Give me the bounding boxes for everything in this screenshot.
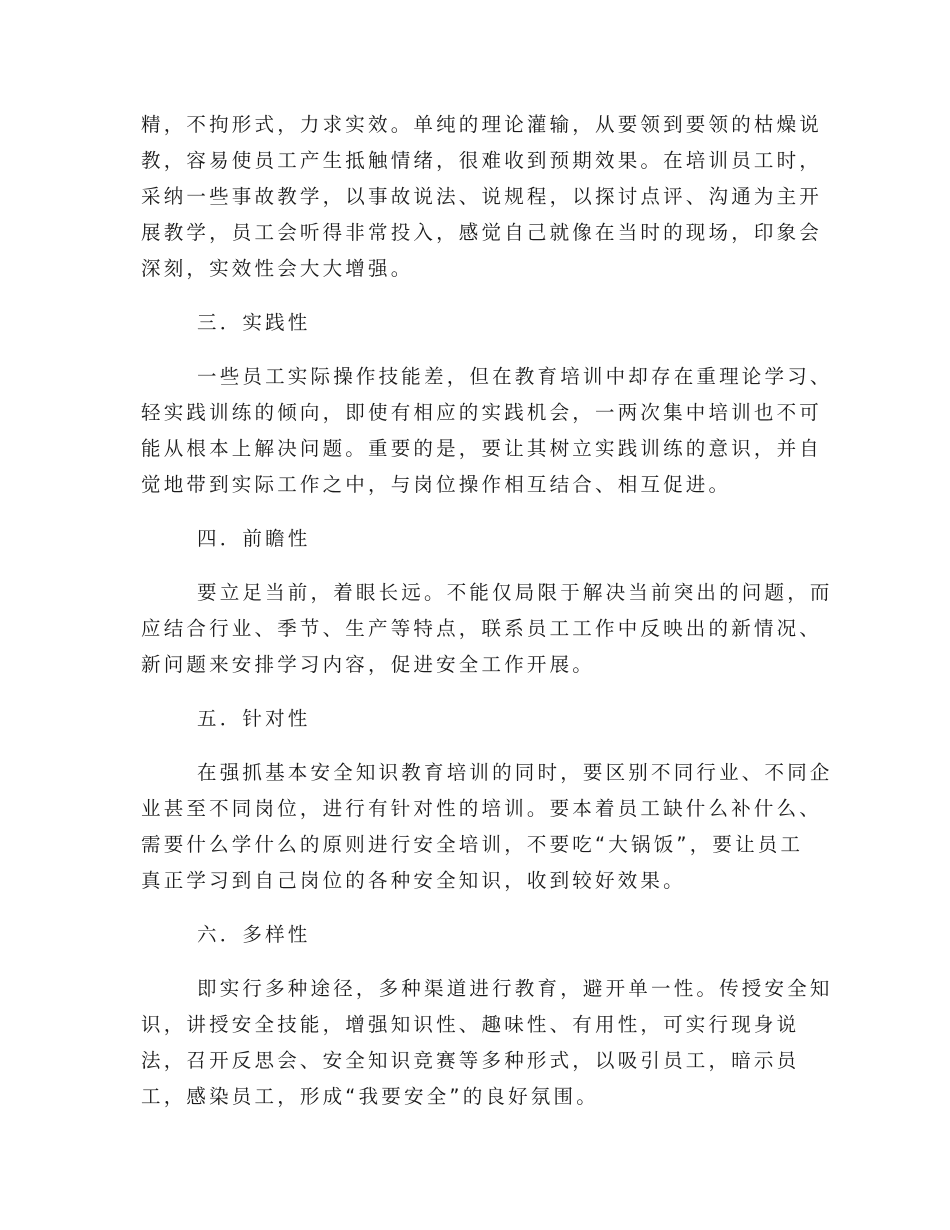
text-line: 工，感染员工，形成“我要安全”的良好氛围。: [141, 1085, 599, 1108]
section-heading-foresight: 四．前瞻性: [197, 527, 311, 550]
text-line: 要立足当前，着眼长远。不能仅局限于解决当前突出的问题，而: [197, 581, 833, 604]
paragraph-diversity: [141, 971, 833, 1115]
text-line: 能从根本上解决问题。重要的是，要让其树立实践训练的意识，并自: [141, 437, 823, 460]
text-line: 真正学习到自己岗位的各种安全知识，收到较好效果。: [141, 869, 686, 892]
text-line: 应结合行业、季节、生产等特点，联系员工工作中反映出的新情况、: [141, 617, 823, 640]
text-line: 轻实践训练的倾向，即使有相应的实践机会，一两次集中培训也不可: [141, 401, 823, 424]
text-line: 采纳一些事故教学，以事故说法、说规程，以探讨点评、沟通为主开: [141, 185, 823, 208]
document-body: [141, 107, 833, 1115]
text-line: 精，不拘形式，力求实效。单纯的理论灌输，从要领到要领的枯燥说: [141, 113, 823, 136]
section-heading-diversity: 六．多样性: [197, 923, 311, 946]
text-line: 业甚至不同岗位，进行有针对性的培训。要本着员工缺什么补什么、: [141, 797, 823, 820]
text-line: 新问题来安排学习内容，促进安全工作开展。: [141, 653, 596, 676]
text-line: 识，讲授安全技能，增强知识性、趣味性、有用性，可实行现身说: [141, 1013, 800, 1036]
text-line: 教，容易使员工产生抵触情绪，很难收到预期效果。在培训员工时，: [141, 149, 823, 172]
text-line: 在强抓基本安全知识教育培训的同时，要区别不同行业、不同企: [197, 761, 833, 784]
text-line: 需要什么学什么的原则进行安全培训，不要吃“大锅饭”，要让员工: [141, 833, 804, 856]
text-line: 即实行多种途径，多种渠道进行教育，避开单一性。传授安全知: [197, 977, 833, 1000]
paragraph-targeting: [141, 755, 833, 899]
text-line: 一些员工实际操作技能差，但在教育培训中却存在重理论学习、: [197, 365, 833, 388]
section-heading-targeting: 五．针对性: [197, 707, 311, 730]
section-heading-practice: 三．实践性: [197, 311, 311, 334]
paragraph-formality: [141, 107, 823, 287]
text-line: 展教学，员工会听得非常投入，感觉自己就像在当时的现场，印象会: [141, 221, 823, 244]
paragraph-practice: [141, 359, 833, 503]
paragraph-foresight: [141, 575, 833, 683]
text-line: 觉地带到实际工作之中，与岗位操作相互结合、相互促进。: [141, 473, 732, 496]
text-line: 深刻，实效性会大大增强。: [141, 257, 414, 280]
text-line: 法，召开反思会、安全知识竞赛等多种形式，以吸引员工，暗示员: [141, 1049, 800, 1072]
